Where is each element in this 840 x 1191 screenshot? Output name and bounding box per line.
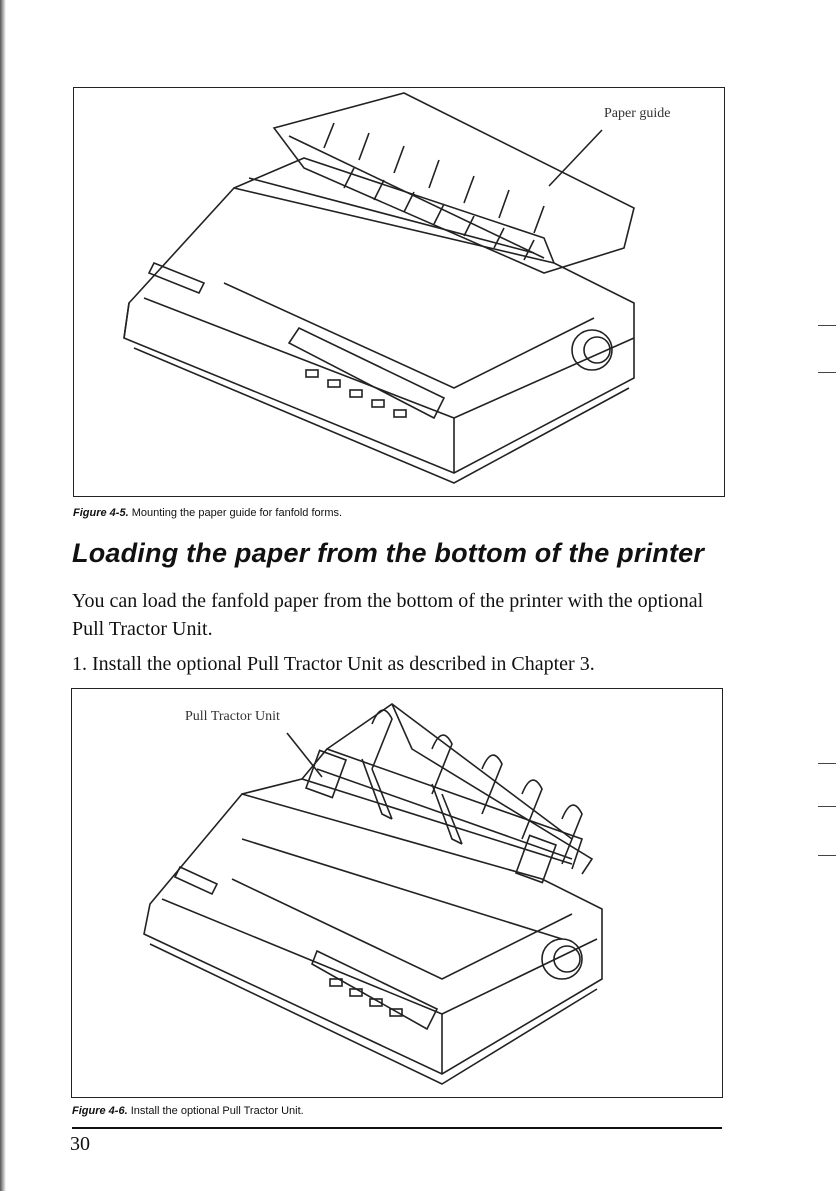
margin-mark (818, 325, 836, 326)
page-binding-edge (0, 0, 6, 1191)
printer-paper-guide-illustration (74, 88, 724, 496)
figure-4-5-caption-label: Figure 4-5. (73, 507, 129, 519)
intro-paragraph: You can load the fanfold paper from the bottom of the printer with the optional Pull Tractor Unit. (72, 590, 704, 640)
figure-4-5-caption (73, 507, 342, 519)
margin-mark (818, 855, 836, 856)
figure-4-6-caption-text: Install the optional Pull Tractor Unit. (130, 1105, 304, 1117)
step-1-text: 1. Install the optional Pull Tractor Unit as described in Chapter 3. (72, 653, 595, 675)
section-heading: Loading the paper from the bottom of the printer (72, 538, 705, 568)
figure-4-5-frame (73, 87, 725, 497)
page-number: 30 (70, 1133, 90, 1155)
figure-4-5-caption-text: Mounting the paper guide for fanfold forms. (131, 507, 343, 519)
paper-guide-callout: Paper guide (604, 106, 671, 121)
pull-tractor-unit-callout: Pull Tractor Unit (185, 709, 280, 724)
footer-rule (72, 1127, 722, 1129)
figure-4-6-frame (71, 688, 723, 1098)
printer-pull-tractor-illustration (72, 689, 722, 1097)
margin-mark (818, 372, 836, 373)
figure-4-6-caption (72, 1105, 304, 1117)
margin-mark (818, 763, 836, 764)
figure-4-6-caption-label: Figure 4-6. (72, 1105, 128, 1117)
margin-mark (818, 806, 836, 807)
